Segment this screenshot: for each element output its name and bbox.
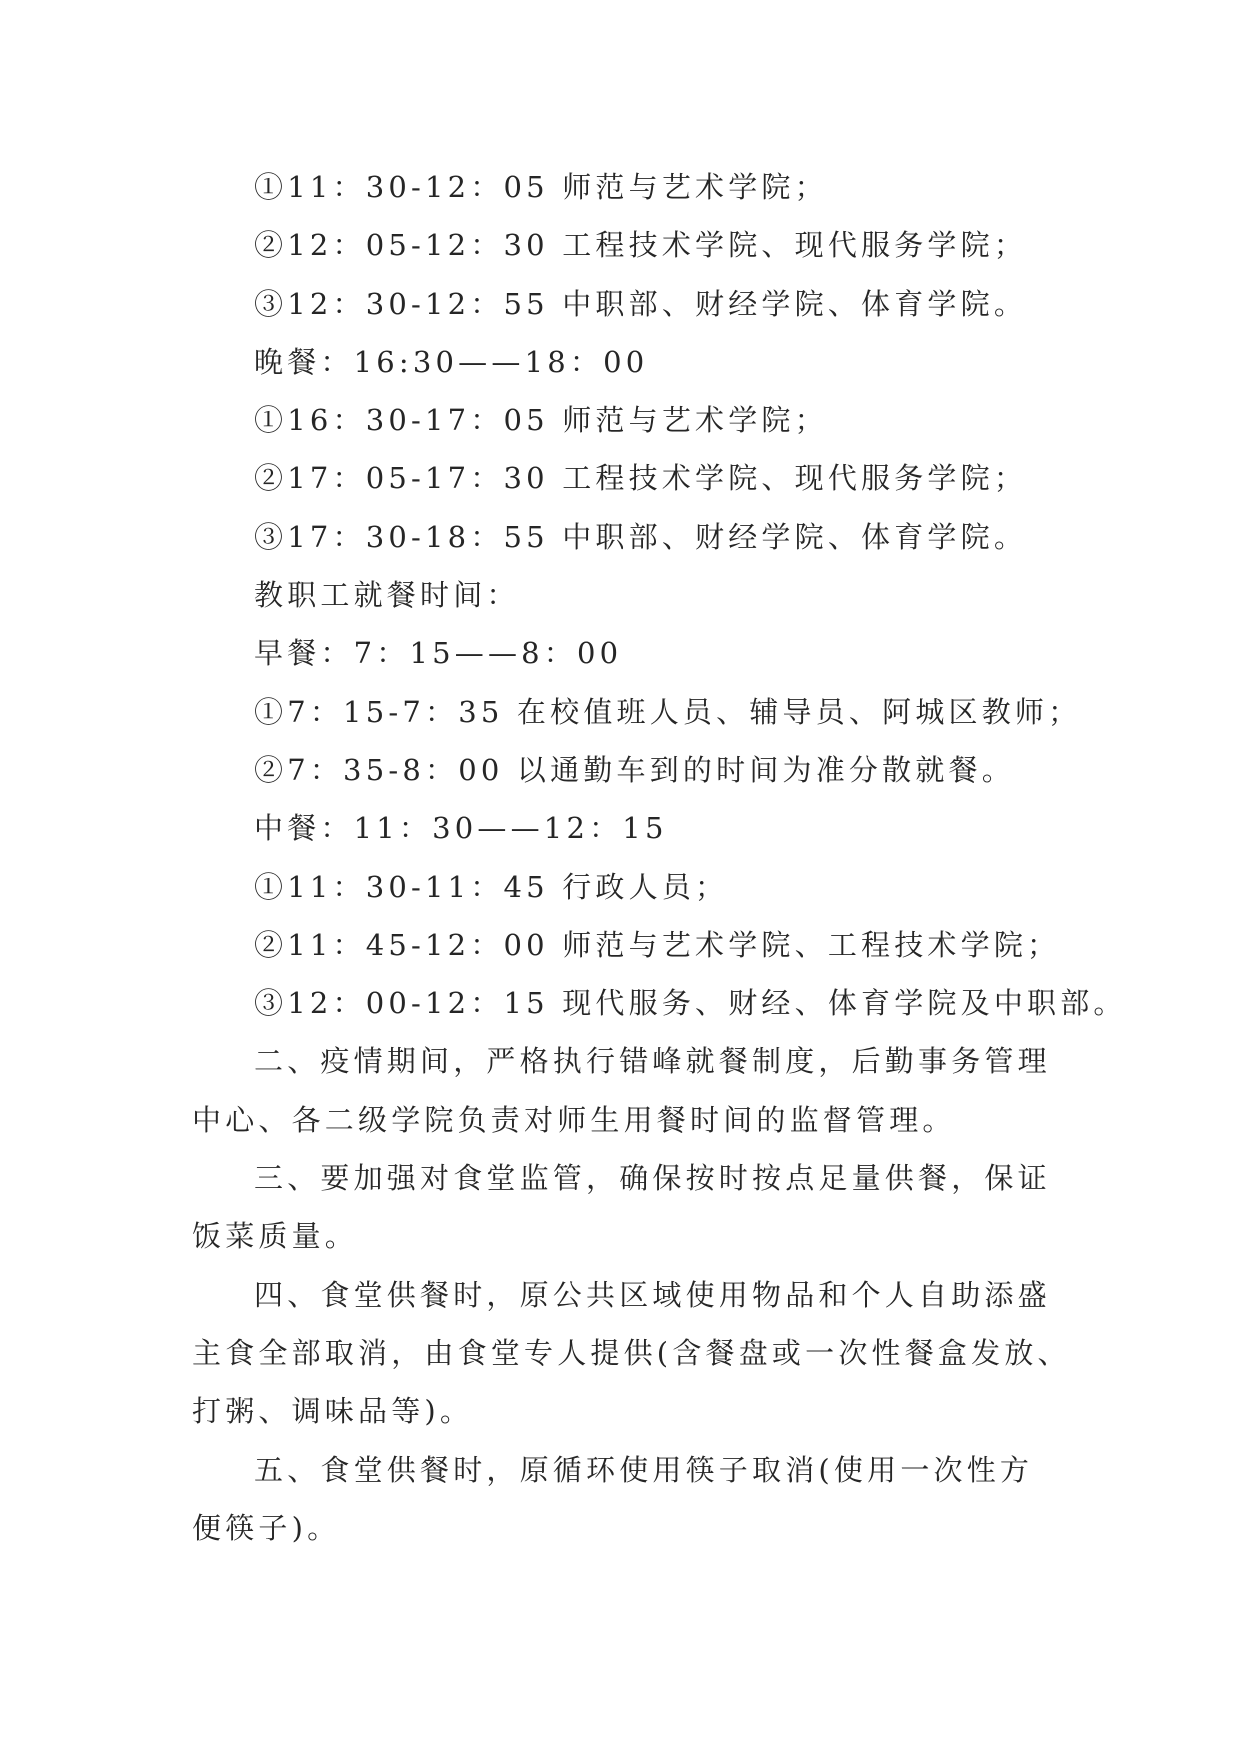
paragraph-line: 打粥、调味品等)。 <box>192 1394 474 1429</box>
paragraph-line: 五、食堂供餐时，原循环使用筷子取消(使用一次性方 <box>254 1452 1034 1487</box>
text-line: 教职工就餐时间： <box>254 578 520 613</box>
text-line: ③12：30-12：55 中职部、财经学院、体育学院。 <box>254 286 1028 321</box>
text-line: 早餐：7：15——8：00 <box>254 636 623 671</box>
text-line: ①11：30-11：45 行政人员； <box>254 869 729 904</box>
paragraph-line: 便筷子)。 <box>192 1510 341 1545</box>
text-line: ③17：30-18：55 中职部、财经学院、体育学院。 <box>254 519 1028 554</box>
paragraph-line: 中心、各二级学院负责对师生用餐时间的监督管理。 <box>192 1102 956 1137</box>
text-line: ③12：00-12：15 现代服务、财经、体育学院及中职部。 <box>254 986 1127 1021</box>
text-line: 中餐：11：30——12：15 <box>254 811 668 846</box>
text-line: 晚餐：16:30——18：00 <box>254 344 649 379</box>
paragraph-line: 主食全部取消，由食堂专人提供(含餐盘或一次性餐盒发放、 <box>192 1335 1071 1370</box>
text-line: ①7：15-7：35 在校值班人员、辅导员、阿城区教师； <box>254 694 1082 729</box>
paragraph-line: 饭菜质量。 <box>192 1219 359 1254</box>
paragraph-line: 四、食堂供餐时，原公共区域使用物品和个人自助添盛 <box>254 1277 1051 1312</box>
text-line: ①16：30-17：05 师范与艺术学院； <box>254 403 828 438</box>
text-line: ②12：05-12：30 工程技术学院、现代服务学院； <box>254 228 1028 263</box>
text-line: ②7：35-8：00 以通勤车到的时间为准分散就餐。 <box>254 752 1015 787</box>
document-body <box>192 158 1127 1557</box>
text-line: ①11：30-12：05 师范与艺术学院； <box>254 170 828 204</box>
text-line: ②17：05-17：30 工程技术学院、现代服务学院； <box>254 461 1028 496</box>
text-line: ②11：45-12：00 师范与艺术学院、工程技术学院； <box>254 927 1061 962</box>
paragraph-line: 三、要加强对食堂监管，确保按时按点足量供餐，保证 <box>254 1161 1051 1196</box>
paragraph-line: 二、疫情期间，严格执行错峰就餐制度，后勤事务管理 <box>254 1044 1051 1079</box>
